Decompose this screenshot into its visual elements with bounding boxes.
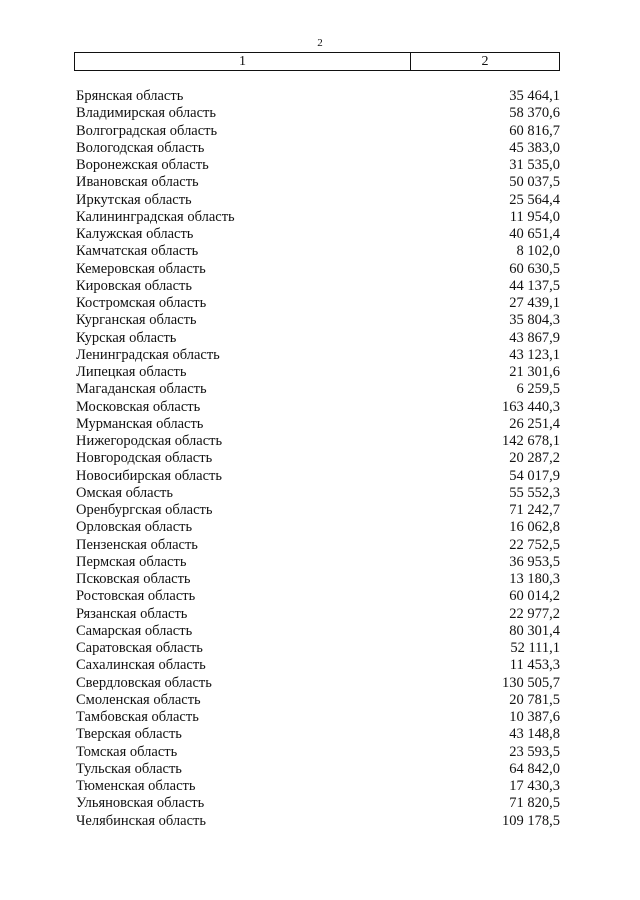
region-value: 60 630,5 <box>509 260 560 277</box>
table-row <box>76 795 560 812</box>
region-value: 36 953,5 <box>509 553 560 570</box>
table-row <box>76 416 560 433</box>
region-value: 55 552,3 <box>509 484 560 501</box>
table-row <box>76 381 560 398</box>
region-name: Смоленская область <box>76 691 201 708</box>
table-row <box>76 468 560 485</box>
region-name: Саратовская область <box>76 640 203 656</box>
region-value: 60 816,7 <box>509 122 560 139</box>
table-row <box>76 709 560 726</box>
region-name: Нижегородская область <box>76 433 223 449</box>
region-name: Свердловская область <box>76 674 212 691</box>
region-value: 43 148,8 <box>509 726 560 743</box>
region-value: 44 137,5 <box>509 277 560 294</box>
table-row <box>76 502 560 519</box>
table-row <box>76 123 560 140</box>
region-value: 22 752,5 <box>509 536 560 553</box>
region-name: Калининградская область <box>76 208 235 225</box>
region-value: 21 301,6 <box>509 364 560 380</box>
region-name: Тверская область <box>76 726 182 743</box>
table-row <box>76 330 560 347</box>
region-name: Новгородская область <box>76 450 213 467</box>
region-name: Оренбургская область <box>76 502 213 518</box>
region-value: 60 014,2 <box>509 588 560 605</box>
region-value: 130 505,7 <box>502 674 560 691</box>
table-row <box>76 744 560 761</box>
table-row <box>76 813 560 830</box>
table-row <box>76 295 560 312</box>
region-value: 31 535,0 <box>509 157 560 173</box>
region-value: 71 820,5 <box>509 795 560 812</box>
region-name: Ульяновская область <box>76 795 205 812</box>
header-column-2: 2 <box>481 53 489 69</box>
region-name: Сахалинская область <box>76 657 206 674</box>
region-value: 25 564,4 <box>509 191 560 208</box>
region-value: 11 453,3 <box>509 657 560 674</box>
region-name: Кировская область <box>76 277 193 294</box>
region-value: 54 017,9 <box>509 467 560 484</box>
region-name: Брянская область <box>76 88 184 104</box>
table-row <box>76 226 560 243</box>
table-row <box>76 571 560 588</box>
region-name: Кемеровская область <box>76 260 206 277</box>
region-name: Липецкая область <box>76 364 187 380</box>
region-value: 80 301,4 <box>509 622 560 639</box>
region-name: Курганская область <box>76 312 197 329</box>
region-name: Тюменская область <box>76 778 196 794</box>
table-row <box>76 485 560 502</box>
table-row <box>76 606 560 623</box>
region-name: Московская область <box>76 398 201 415</box>
table-row <box>76 623 560 640</box>
region-value: 45 383,0 <box>509 139 560 156</box>
table-row <box>76 140 560 157</box>
region-value: 35 464,1 <box>509 88 560 104</box>
region-name: Пензенская область <box>76 536 198 553</box>
region-name: Тульская область <box>76 760 182 777</box>
region-name: Ростовская область <box>76 588 196 605</box>
region-name: Орловская область <box>76 519 193 536</box>
region-name: Магаданская область <box>76 381 207 398</box>
region-name: Иркутская область <box>76 191 192 208</box>
region-name: Челябинская область <box>76 812 206 829</box>
table-row <box>76 761 560 778</box>
region-value: 40 651,4 <box>509 226 560 242</box>
table-header <box>74 52 560 71</box>
region-value: 20 781,5 <box>509 691 560 708</box>
region-name: Костромская область <box>76 295 207 311</box>
region-name: Псковская область <box>76 571 191 587</box>
region-value: 6 259,5 <box>516 381 560 398</box>
region-value: 52 111,1 <box>510 640 560 656</box>
region-name: Калужская область <box>76 226 194 242</box>
region-name: Волгоградская область <box>76 122 218 139</box>
page-number: 2 <box>317 37 323 49</box>
table-row <box>76 450 560 467</box>
table-row <box>76 554 560 571</box>
region-value: 58 370,6 <box>509 105 560 122</box>
region-value: 17 430,3 <box>509 778 560 794</box>
table-row <box>76 640 560 657</box>
table-row <box>76 519 560 536</box>
region-value: 22 977,2 <box>509 605 560 622</box>
region-value: 13 180,3 <box>509 571 560 587</box>
table-row <box>76 537 560 554</box>
region-value: 23 593,5 <box>509 743 560 760</box>
region-name: Камчатская область <box>76 243 199 260</box>
table-row <box>76 347 560 364</box>
table-row <box>76 657 560 674</box>
table-row <box>76 105 560 122</box>
region-value: 71 242,7 <box>509 502 560 518</box>
region-value: 10 387,6 <box>509 709 560 725</box>
region-name: Ленинградская область <box>76 346 220 363</box>
region-name: Владимирская область <box>76 105 216 122</box>
table-row <box>76 399 560 416</box>
region-value: 26 251,4 <box>509 415 560 432</box>
table-row <box>76 192 560 209</box>
region-name: Ивановская область <box>76 174 199 191</box>
region-value: 64 842,0 <box>509 760 560 777</box>
table-row <box>76 278 560 295</box>
table-row <box>76 778 560 795</box>
region-value: 50 037,5 <box>509 174 560 191</box>
region-name: Мурманская область <box>76 415 204 432</box>
table-row <box>76 261 560 278</box>
table-row <box>76 433 560 450</box>
region-name: Самарская область <box>76 622 193 639</box>
region-name: Новосибирская область <box>76 467 222 484</box>
region-value: 43 123,1 <box>509 346 560 363</box>
table-row <box>76 364 560 381</box>
region-value: 11 954,0 <box>509 208 560 225</box>
region-value: 8 102,0 <box>516 243 560 260</box>
region-value: 109 178,5 <box>502 812 560 829</box>
table-row <box>76 726 560 743</box>
region-value: 35 804,3 <box>509 312 560 329</box>
table-row <box>76 692 560 709</box>
region-name: Тамбовская область <box>76 709 199 725</box>
region-name: Воронежская область <box>76 157 209 173</box>
table-row <box>76 312 560 329</box>
table-row <box>76 88 560 105</box>
region-value: 163 440,3 <box>502 398 560 415</box>
region-name: Курская область <box>76 329 177 346</box>
table-row <box>76 209 560 226</box>
region-value-list <box>76 88 560 830</box>
region-value: 27 439,1 <box>509 295 560 311</box>
region-value: 16 062,8 <box>509 519 560 536</box>
region-name: Рязанская область <box>76 605 188 622</box>
table-row <box>76 675 560 692</box>
table-row <box>76 157 560 174</box>
region-value: 142 678,1 <box>502 433 560 449</box>
region-name: Омская область <box>76 484 173 501</box>
header-column-1: 1 <box>75 53 411 70</box>
region-value: 43 867,9 <box>509 329 560 346</box>
table-row <box>76 174 560 191</box>
region-name: Томская область <box>76 743 178 760</box>
table-row <box>76 243 560 260</box>
region-value: 20 287,2 <box>509 450 560 467</box>
region-name: Вологодская область <box>76 139 205 156</box>
table-row <box>76 588 560 605</box>
region-name: Пермская область <box>76 553 187 570</box>
